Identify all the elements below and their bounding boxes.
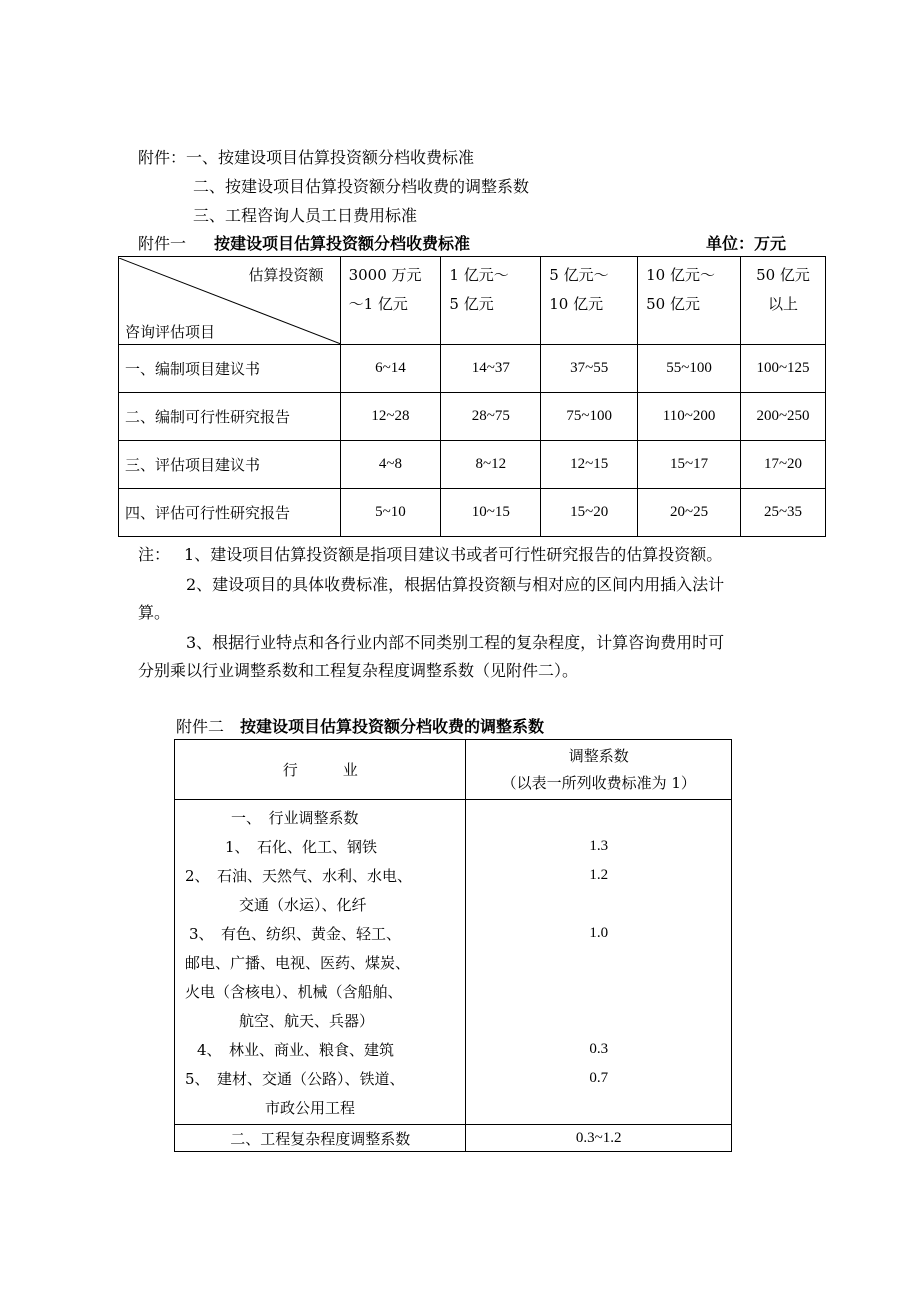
- intro-item-3: 三、工程咨询人员工日费用标准: [193, 206, 418, 225]
- corner-cell: [119, 257, 341, 345]
- table-cell: 20~25: [638, 489, 741, 537]
- coefficient-value: [466, 890, 731, 919]
- intro-item-1: 一、按建设项目估算投资额分档收费标准: [186, 148, 475, 167]
- complexity-value: 0.3~1.2: [466, 1125, 732, 1152]
- table-cell: 200~250: [741, 393, 826, 441]
- annex2-title: 按建设项目估算投资额分档收费的调整系数: [240, 717, 545, 736]
- table-cell: 14~37: [441, 345, 541, 393]
- annex1-title: 按建设项目估算投资额分档收费标准: [214, 234, 471, 253]
- table-row: [119, 345, 826, 393]
- list-item: 邮电、广播、电视、医药、煤炭、: [185, 954, 411, 972]
- row-label: 二、编制可行性研究报告: [119, 393, 341, 441]
- table-cell: 25~35: [741, 489, 826, 537]
- annex2-prefix: 附件二: [176, 717, 225, 736]
- table-cell: 100~125: [741, 345, 826, 393]
- table-cell: 15~20: [541, 489, 638, 537]
- table-row: [119, 393, 826, 441]
- table-cell: 12~15: [541, 441, 638, 489]
- table-cell: 12~28: [340, 393, 441, 441]
- list-item: 4、 林业、商业、粮食、建筑: [197, 1041, 395, 1059]
- table-cell: 10~15: [441, 489, 541, 537]
- note-2a: 2、建设项目的具体收费标准，根据估算投资额与相对应的区间内用插入法计: [186, 575, 725, 594]
- coefficient-value: 0.3: [589, 1041, 609, 1057]
- column-header: 3000 万元 ～1 亿元: [340, 257, 441, 345]
- list-item: 5、 建材、交通（公路）、铁道、: [185, 1070, 405, 1088]
- list-item: 市政公用工程: [265, 1099, 356, 1117]
- table-row: [119, 489, 826, 537]
- industry-coefficient-row: [175, 800, 732, 1125]
- table-cell: 15~17: [638, 441, 741, 489]
- list-item: 2、 石油、天然气、水利、水电、: [185, 867, 413, 885]
- list-item: 3、 有色、纺织、黄金、轻工、: [189, 925, 402, 943]
- list-item: 交通（水运）、化纤: [239, 896, 367, 914]
- annex1-prefix: 附件一: [138, 234, 187, 253]
- table-cell: 17~20: [741, 441, 826, 489]
- table-cell: 75~100: [541, 393, 638, 441]
- column-header: 1 亿元～ 5 亿元: [441, 257, 541, 345]
- corner-top-label: 估算投资额: [248, 265, 324, 284]
- coefficient-value: 1.2: [589, 867, 609, 883]
- table-header-row: [175, 740, 732, 800]
- table-cell: 8~12: [441, 441, 541, 489]
- coefficient-value: [466, 1006, 731, 1035]
- coefficient-value: 0.7: [589, 1070, 609, 1086]
- notes-label: 注：: [138, 545, 171, 564]
- list-item: 航空、航天、兵器）: [239, 1012, 375, 1030]
- table-cell: 5~10: [340, 489, 441, 537]
- list-item: 火电（含核电）、机械（含船舶、: [185, 983, 403, 1001]
- intro-line-1: [138, 147, 474, 169]
- note-1: 注： 1、建设项目估算投资额是指项目建议书或者可行性研究报告的估算投资额。: [138, 545, 723, 564]
- column-header: 10 亿元～ 50 亿元: [638, 257, 741, 345]
- industry-list-cell: [175, 800, 466, 1125]
- coefficient-value: 1.0: [589, 925, 609, 941]
- list-item: 一、 行业调整系数: [231, 809, 359, 827]
- column-header: 50 亿元 以上: [741, 257, 826, 345]
- coefficient-value: [466, 1093, 731, 1122]
- adjustment-coefficient-table: [174, 739, 732, 1152]
- list-item: 1、 石化、化工、钢铁: [225, 838, 378, 856]
- table-cell: 37~55: [541, 345, 638, 393]
- industry-header: 行 业: [175, 740, 466, 800]
- row-label: 一、编制项目建议书: [119, 345, 341, 393]
- table-cell: 28~75: [441, 393, 541, 441]
- intro-label: 附件：: [138, 148, 187, 167]
- table-cell: 4~8: [340, 441, 441, 489]
- coefficient-header: 调整系数 （以表一所列收费标准为 1）: [466, 740, 732, 800]
- coefficient-value: 1.3: [589, 838, 609, 854]
- table-cell: 55~100: [638, 345, 741, 393]
- corner-bottom-label: 咨询评估项目: [125, 322, 216, 341]
- row-label: 三、评估项目建议书: [119, 441, 341, 489]
- fee-standard-table: [118, 256, 826, 537]
- intro-item-2: 二、按建设项目估算投资额分档收费的调整系数: [193, 177, 530, 196]
- coefficient-value: [466, 977, 731, 1006]
- note-3b: 分别乘以行业调整系数和工程复杂程度调整系数（见附件二）。: [138, 661, 579, 680]
- complexity-label: 二、工程复杂程度调整系数: [175, 1125, 466, 1152]
- column-header: 5 亿元～ 10 亿元: [541, 257, 638, 345]
- note-2b: 算。: [138, 603, 171, 622]
- table-header-row: [119, 257, 826, 345]
- annex1-unit: 单位：万元: [706, 234, 787, 253]
- row-label: 四、评估可行性研究报告: [119, 489, 341, 537]
- coefficient-list-cell: [466, 800, 732, 1125]
- note-3a: 3、根据行业特点和各行业内部不同类别工程的复杂程度，计算咨询费用时可: [186, 633, 725, 652]
- table-cell: 110~200: [638, 393, 741, 441]
- coefficient-value: [466, 803, 731, 832]
- coefficient-value: [466, 948, 731, 977]
- table-cell: 6~14: [340, 345, 441, 393]
- table-row: [119, 441, 826, 489]
- table-row: [175, 1125, 732, 1152]
